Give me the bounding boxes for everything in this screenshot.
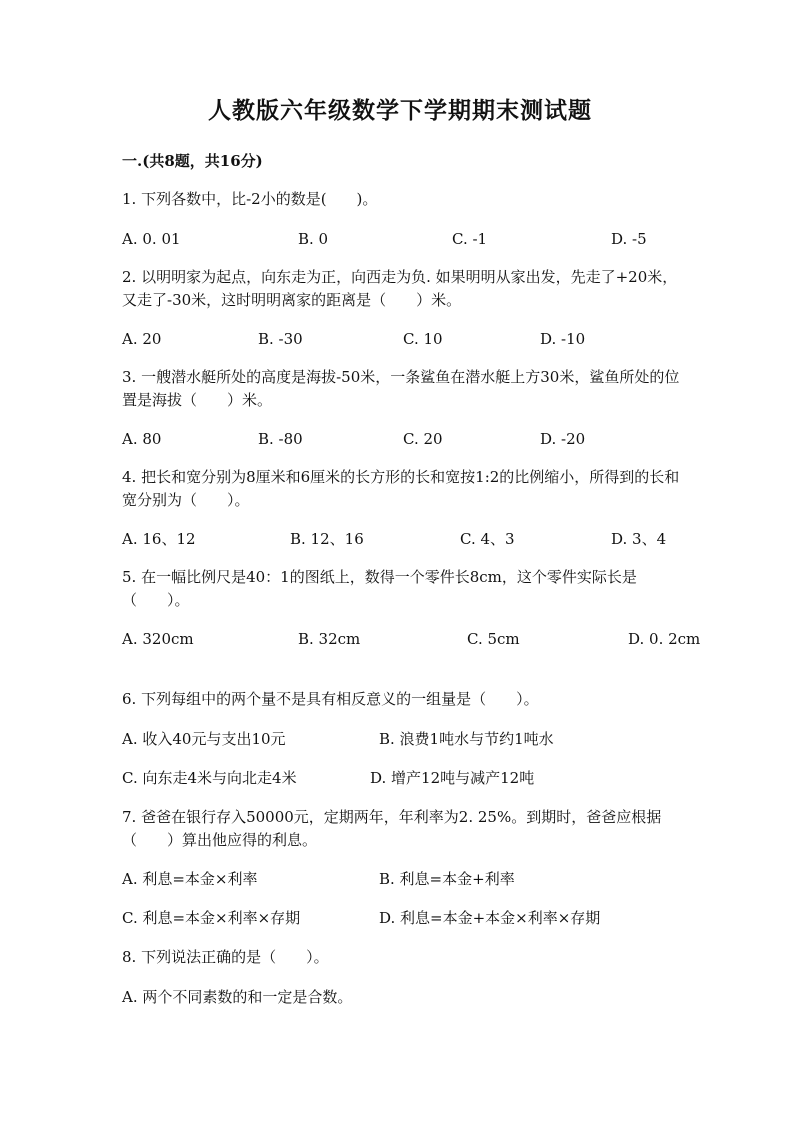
q6-option-c[interactable]: C. 向东走4米与向北走4米 [122,769,297,787]
q4-option-a[interactable]: A. 16、12 [122,530,196,548]
section-heading: 一.(共8题，共16分) [122,152,263,170]
question-8: 8. 下列说法正确的是（ ）。 [122,948,329,966]
q6-option-d[interactable]: D. 增产12吨与减产12吨 [370,769,535,787]
q5-option-a[interactable]: A. 320cm [122,630,194,648]
q7-option-a[interactable]: A. 利息=本金×利率 [122,870,258,888]
question-4: 4. 把长和宽分别为8厘米和6厘米的长方形的长和宽按1:2的比例缩小，所得到的长和宽分别为（ ）。 [122,468,680,509]
q4-option-c[interactable]: C. 4、3 [460,530,515,548]
q1-option-c[interactable]: C. -1 [452,230,488,248]
q3-option-c[interactable]: C. 20 [403,430,443,448]
q7-option-b[interactable]: B. 利息=本金+利率 [379,870,515,888]
question-2: 2. 以明明家为起点，向东走为正，向西走为负. 如果明明从家出发，先走了+20米，又走了-30米，这时明明离家的距离是（ ）米。 [122,268,678,309]
q1-option-b[interactable]: B. 0 [298,230,329,248]
q8-option-a[interactable]: A. 两个不同素数的和一定是合数。 [122,988,353,1006]
q7-option-d[interactable]: D. 利息=本金+本金×利率×存期 [379,909,601,927]
question-7: 7. 爸爸在银行存入50000元，定期两年，年利率为2. 25%。到期时，爸爸应根据（ ）算出他应得的利息。 [122,808,662,849]
q4-option-d[interactable]: D. 3、4 [611,530,667,548]
q2-option-a[interactable]: A. 20 [122,330,162,348]
question-3: 3. 一艘潜水艇所处的高度是海拔-50米，一条鲨鱼在潜水艇上方30米，鲨鱼所处的位置是海拔（ ）米。 [122,368,680,409]
question-5: 5. 在一幅比例尺是40：1的图纸上，数得一个零件长8cm，这个零件实际长是（ ）。 [122,568,637,609]
q1-option-d[interactable]: D. -5 [611,230,647,248]
q1-option-a[interactable]: A. 0. 01 [122,230,181,248]
q5-option-d[interactable]: D. 0. 2cm [628,630,701,648]
q7-option-c[interactable]: C. 利息=本金×利率×存期 [122,909,301,927]
exam-title: 人教版六年级数学下学期期末测试题 [208,97,592,124]
q2-option-b[interactable]: B. -30 [258,330,303,348]
q4-option-b[interactable]: B. 12、16 [290,530,364,548]
q2-option-d[interactable]: D. -10 [540,330,586,348]
q5-option-b[interactable]: B. 32cm [298,630,361,648]
question-1: 1. 下列各数中，比-2小的数是( )。 [122,190,378,208]
q3-option-a[interactable]: A. 80 [122,430,162,448]
q2-option-c[interactable]: C. 10 [403,330,443,348]
q6-option-a[interactable]: A. 收入40元与支出10元 [122,730,286,748]
q3-option-d[interactable]: D. -20 [540,430,586,448]
q3-option-b[interactable]: B. -80 [258,430,303,448]
q6-option-b[interactable]: B. 浪费1吨水与节约1吨水 [379,730,554,748]
q5-option-c[interactable]: C. 5cm [467,630,520,648]
question-6: 6. 下列每组中的两个量不是具有相反意义的一组量是（ ）。 [122,690,539,708]
